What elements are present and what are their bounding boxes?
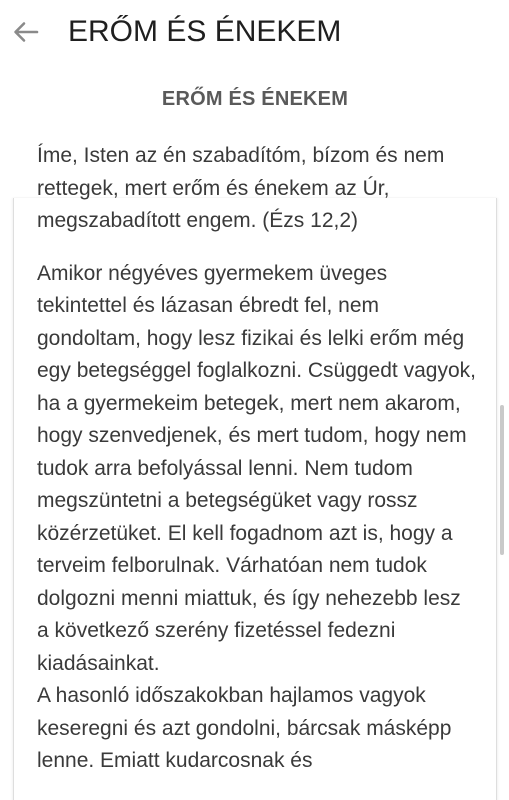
article-heading: ERŐM ÉS ÉNEKEM (161, 88, 349, 110)
page-title: ERŐM ÉS ÉNEKEM (68, 15, 342, 48)
back-button[interactable] (4, 10, 48, 54)
app-bar (0, 0, 509, 64)
article (37, 80, 477, 778)
arrow-left-icon (13, 21, 39, 43)
scrollbar[interactable] (500, 405, 504, 555)
article-paragraph: A hasonló időszakokban hajlamos vagyok keseregni és azt gondolni, bárcsak másképp lenne. Emiatt kudarcosnak és (37, 684, 452, 772)
article-paragraph: Amikor négyéves gyermekem üveges tekintettel és lázasan ébredt fel, nem gondoltam, hogy lesz fizikai és lelki erőm még egy betegséggel foglalkozni. Csüggedt vagyok, ha a gyermekeim betegek, mert nem akarom, hogy szenvedjenek, és mert tudom, hogy nem tudok arra befolyással lenni. Nem tudom megszüntetni a betegségüket vagy rossz közérzetüket. El kell fogadnom azt is, hogy a terveim felborulnak. Várhatóan nem tudok dolgozni menni miattuk, és így nehezebb lesz a következő szerény fizetéssel fedezni kiadásainkat. (37, 261, 476, 675)
bible-verse: Íme, Isten az én szabadítóm, bízom és nem rettegek, mert erőm és énekem az Úr, megszabadított engem. (Ézs 12,2) (37, 144, 445, 232)
